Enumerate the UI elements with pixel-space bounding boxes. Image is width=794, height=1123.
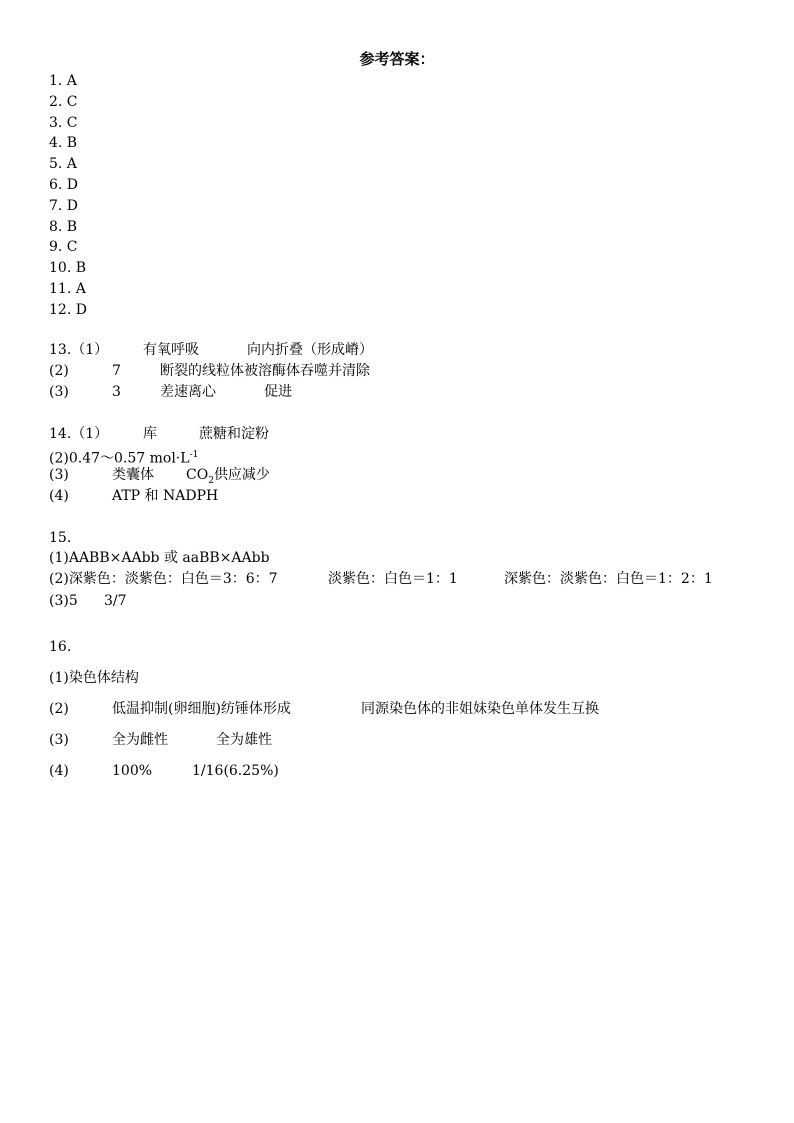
q16-part-label: (3) — [49, 732, 69, 748]
choice-answer: 3. C — [49, 114, 78, 131]
q16-answer: 100% — [112, 763, 153, 779]
q14-answer: ATP 和 NADPH — [112, 488, 219, 504]
q14-answer-text: 供应减少 — [213, 467, 270, 483]
q14-answer: 蔗糖和淀粉 — [199, 426, 269, 442]
superscript: -1 — [189, 450, 199, 460]
q14-answer: 类囊体 — [112, 467, 154, 483]
q16-number: 16. — [49, 639, 72, 655]
q13-answer: 向内折叠（形成嵴） — [247, 342, 373, 358]
q16-answer: 全为雄性 — [216, 732, 272, 748]
q14-part-label: (3) — [49, 467, 69, 483]
choice-answer: 6. D — [49, 177, 79, 193]
choice-answer: 8. B — [49, 218, 78, 235]
choice-answer: 5. A — [49, 156, 77, 173]
q13-answer: 差速离心 — [160, 384, 216, 400]
q16-answer: 全为雌性 — [112, 732, 168, 748]
choice-answer: 7. D — [49, 197, 79, 214]
q14-answer: 库 — [143, 426, 157, 442]
q13-answer: 促进 — [264, 384, 292, 400]
q16-line-4 — [49, 762, 279, 834]
q16-line-1: (1)染色体结构 — [49, 670, 139, 686]
q14-answer — [49, 446, 198, 468]
q13-part-label: 13.（1） — [49, 342, 109, 358]
q13-answer: 断裂的线粒体被溶酶体吞噬并清除 — [160, 363, 370, 379]
q16-answer: 同源染色体的非姐妹染色单体发生互换 — [361, 701, 599, 717]
q14-part-label: (4) — [49, 488, 69, 504]
q13-answer: 7 — [112, 363, 121, 379]
q13-part-label: (2) — [49, 363, 69, 379]
q16-part-label: (2) — [49, 701, 69, 717]
choice-answer: 10. B — [49, 260, 87, 277]
choice-answer: 4. B — [49, 135, 78, 152]
choice-answer: 11. A — [49, 281, 86, 297]
choice-answer: 1. A — [49, 73, 77, 89]
q16-answer: 低温抑制(卵细胞)纺锤体形成 — [112, 701, 291, 717]
co2-text: CO — [186, 467, 209, 483]
q14-part-label: 14.（1） — [49, 426, 109, 442]
q15-answer: 3/7 — [104, 593, 127, 609]
q13-part-label: (3) — [49, 384, 69, 400]
q15-answer: 深紫色：淡紫色：白色＝1：2：1 — [504, 571, 713, 587]
q14-answer-text: (2)0.47～0.57 mol·L — [49, 450, 190, 467]
choice-answer: 2. C — [49, 93, 78, 110]
subscript: 2 — [208, 475, 214, 486]
q15-answer: (3)5 — [49, 593, 78, 609]
q15-line-1: (1)AABB×AAbb 或 aaBB×AAbb — [49, 550, 270, 566]
choice-answer: 12. D — [49, 301, 87, 318]
choice-answer: 9. C — [49, 239, 78, 256]
q15-answer: 淡紫色：白色＝1：1 — [328, 571, 458, 587]
q16-answer: 1/16(6.25%) — [192, 763, 279, 779]
q16-part-label: (4) — [49, 763, 69, 779]
q15-answer: (2)深紫色：淡紫色：白色＝3：6：7 — [49, 571, 278, 587]
q15-number: 15. — [49, 530, 72, 546]
page-title: 参考答案： — [359, 50, 435, 68]
q13-answer: 3 — [112, 384, 121, 400]
q13-answer: 有氧呼吸 — [143, 342, 199, 358]
